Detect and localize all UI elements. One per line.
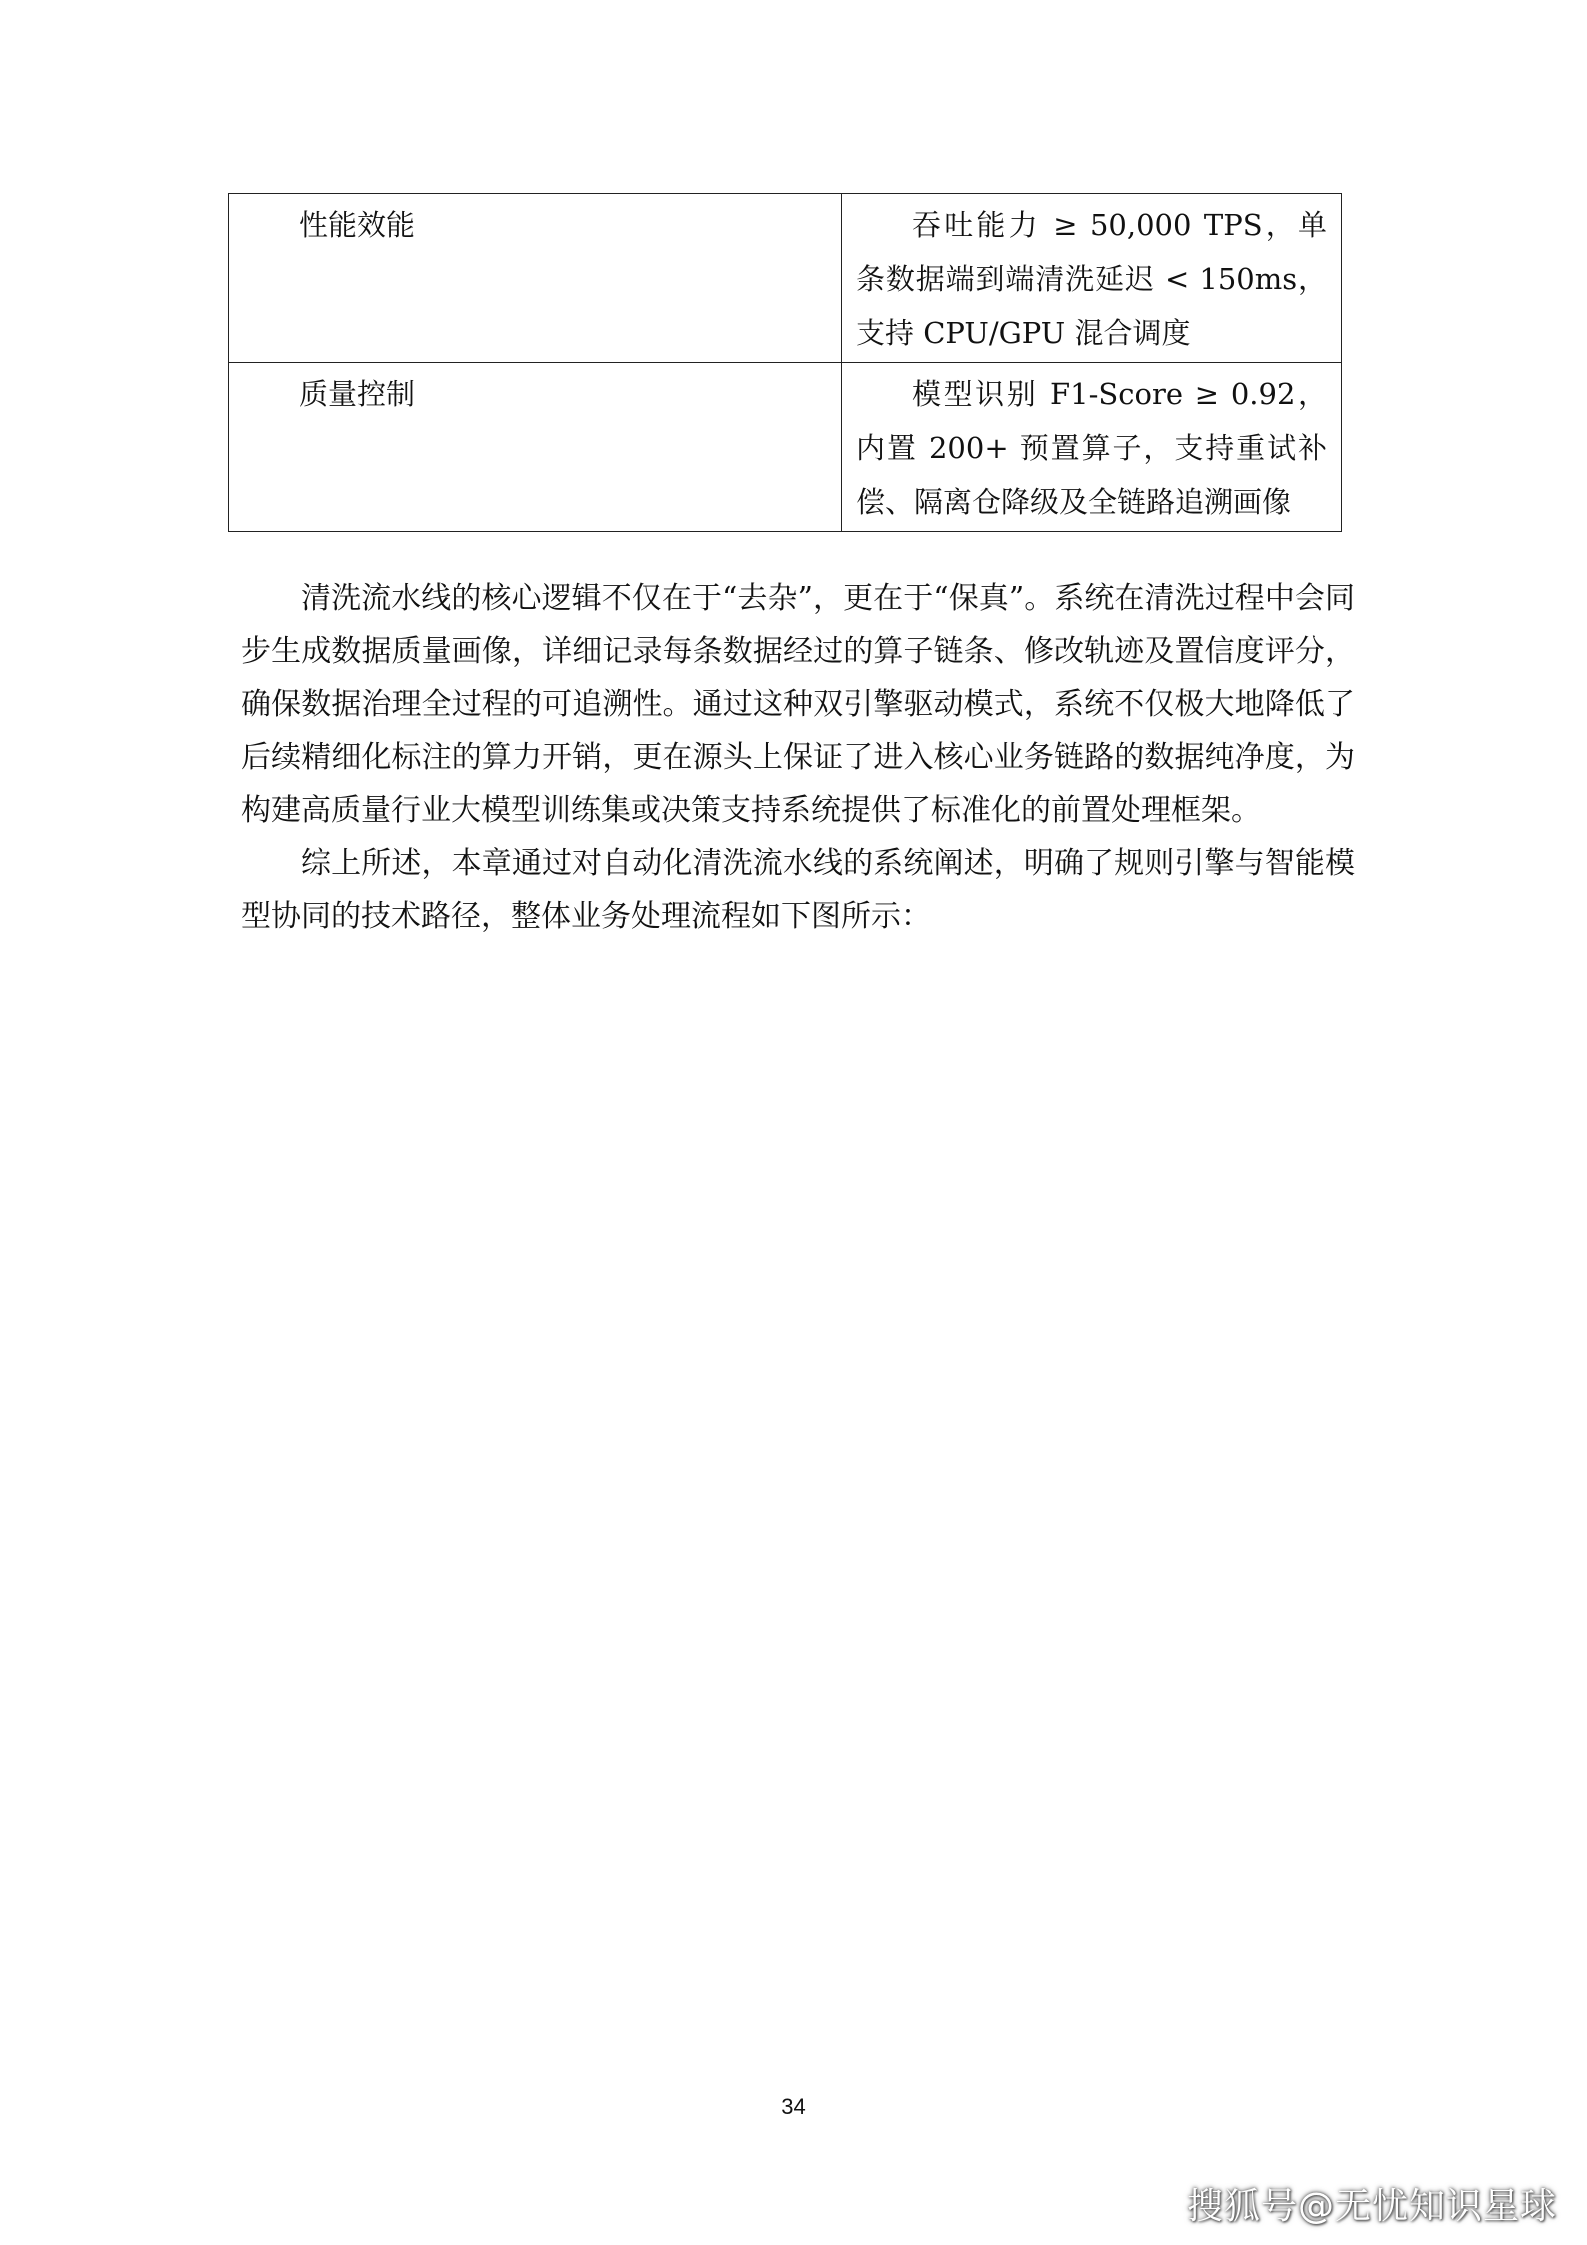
watermark: 搜狐号@无忧知识星球: [1186, 2186, 1557, 2227]
row-label-performance: 性能效能: [229, 194, 842, 363]
row-label-quality: 质量控制: [229, 363, 842, 532]
paragraph: 综上所述，本章通过对自动化清洗流水线的系统阐述，明确了规则引擎与智能模型协同的技术路径，整体业务处理流程如下图所示：: [241, 846, 1355, 934]
spec-table: [228, 193, 1342, 532]
table-row: [229, 363, 1342, 532]
paragraph: 清洗流水线的核心逻辑不仅在于“去杂”，更在于“保真”。系统在清洗过程中会同步生成数据质量画像，详细记录每条数据经过的算子链条、修改轨迹及置信度评分，确保数据治理全过程的可追溯性。通过这种双引擎驱动模式，系统不仅极大地降低了后续精细化标注的算力开销，更在源头上保证了进入核心业务链路的数据纯净度，为构建高质量行业大模型训练集或决策支持系统提供了标准化的前置处理框架。: [241, 581, 1355, 828]
row-value-quality: 模型识别 F1-Score ≥ 0.92，内置 200+ 预置算子，支持重试补偿、隔离仓降级及全链路追溯画像: [842, 363, 1342, 532]
row-value-performance: 吞吐能力 ≥ 50,000 TPS，单条数据端到端清洗延迟 < 150ms，支持 CPU/GPU 混合调度: [842, 194, 1342, 363]
page-number: 34: [781, 2094, 806, 2119]
table-row: [229, 194, 1342, 363]
body-text: [241, 572, 1355, 943]
